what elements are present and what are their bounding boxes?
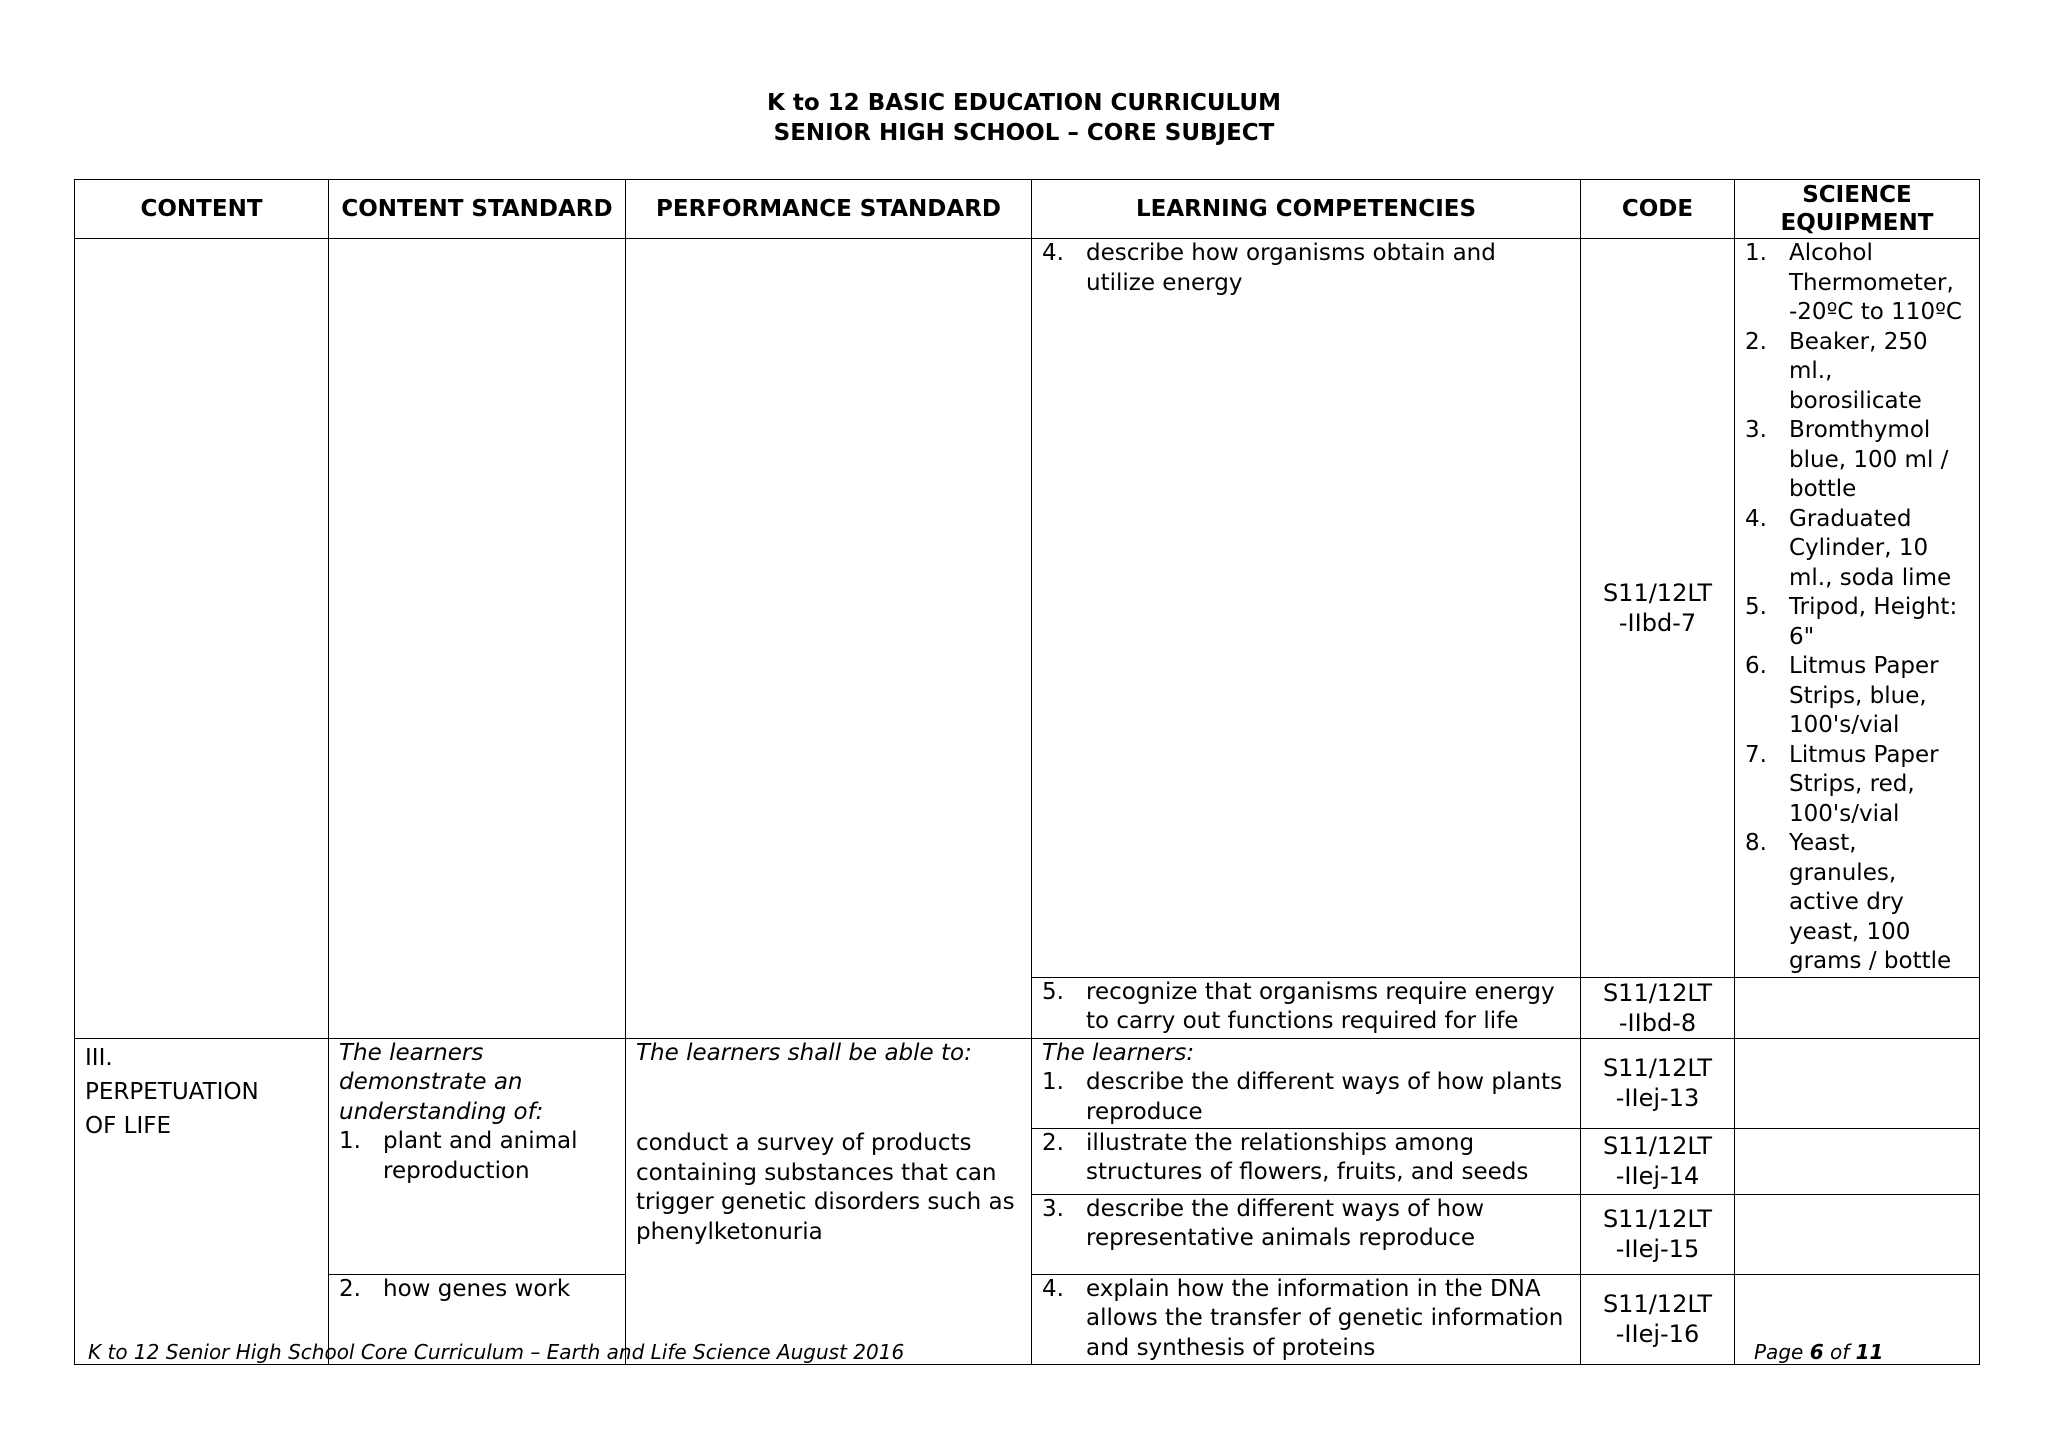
competency-text: describe the different ways of how plants reproduce xyxy=(1086,1069,1563,1125)
list-item xyxy=(1042,1275,1570,1364)
curriculum-table xyxy=(74,179,1980,1365)
equipment-text: Litmus Paper Strips, red, 100's/vial xyxy=(1789,741,1939,827)
column-header-learning-competencies: LEARNING COMPETENCIES xyxy=(1032,180,1581,239)
content-standard-cell xyxy=(329,239,626,1039)
code-line: -IIej-13 xyxy=(1615,1084,1700,1112)
equipment-cell xyxy=(1735,239,1980,978)
equipment-text: Alcohol Thermometer, -20ºC to 110ºC xyxy=(1789,240,1962,325)
list-item xyxy=(339,1275,615,1305)
section-title: PERPETUATION xyxy=(85,1078,259,1105)
column-header-content-standard: CONTENT STANDARD xyxy=(329,180,626,239)
competency-cell xyxy=(1032,239,1581,978)
list-item xyxy=(1042,978,1570,1037)
competency-number: 1. xyxy=(1042,1069,1064,1095)
performance-standard-cell xyxy=(626,1038,1032,1364)
list-item xyxy=(1745,741,1969,830)
list-item xyxy=(1042,1195,1570,1254)
equipment-cell xyxy=(1735,1128,1980,1194)
list-item xyxy=(339,1127,615,1186)
item-number: 6. xyxy=(1745,653,1767,679)
equipment-text: Beaker, 250 ml., borosilicate xyxy=(1789,328,1928,414)
total-pages: 11 xyxy=(1855,1340,1884,1364)
list-item xyxy=(1745,652,1969,741)
competency-text: illustrate the relationships among structures of flowers, fruits, and seeds xyxy=(1086,1129,1529,1185)
code-line: -IIbd-7 xyxy=(1618,608,1697,637)
item-number: 2. xyxy=(339,1275,361,1302)
column-header-science-equipment: SCIENCE EQUIPMENT xyxy=(1735,180,1980,239)
document-title: K to 12 BASIC EDUCATION CURRICULUM xyxy=(767,90,1281,116)
content-cell xyxy=(75,239,329,1039)
item-number: 1. xyxy=(1745,240,1767,266)
list-item xyxy=(1745,505,1969,594)
list-item xyxy=(1042,1129,1570,1188)
equipment-text: Tripod, Height: 6" xyxy=(1789,594,1958,650)
item-number: 8. xyxy=(1745,830,1767,856)
content-standard-cell xyxy=(329,1038,626,1274)
competency-cell xyxy=(1032,1038,1581,1128)
competency-text: explain how the information in the DNA allows the transfer of genetic information and synthesis of proteins xyxy=(1086,1275,1564,1361)
equipment-cell xyxy=(1735,977,1980,1038)
code-line: -IIej-16 xyxy=(1615,1320,1700,1348)
list-item xyxy=(1745,416,1969,505)
equipment-list xyxy=(1745,239,1969,977)
item-number: 7. xyxy=(1745,741,1767,768)
competency-intro: The learners: xyxy=(1042,1039,1195,1066)
content-cell xyxy=(75,1038,329,1364)
code-cell xyxy=(1581,239,1735,978)
competency-cell xyxy=(1032,1194,1581,1274)
competency-number: 2. xyxy=(1042,1129,1064,1156)
code-line: S11/12LT xyxy=(1602,978,1713,1007)
code-cell xyxy=(1581,1194,1735,1274)
competency-text: describe how organisms obtain and utilize energy xyxy=(1086,240,1496,296)
code-cell xyxy=(1581,977,1735,1038)
list-item xyxy=(1745,829,1969,977)
content-standard-text: how genes work xyxy=(383,1275,571,1302)
item-number: 3. xyxy=(1745,417,1767,443)
performance-intro: The learners shall be able to: xyxy=(636,1039,972,1066)
page-label: Page xyxy=(1754,1340,1810,1364)
list-item xyxy=(1745,239,1969,328)
code-cell xyxy=(1581,1038,1735,1128)
list-item xyxy=(1042,239,1570,298)
competency-text: describe the different ways of how representative animals reproduce xyxy=(1086,1195,1485,1251)
performance-text: conduct a survey of products containing substances that can trigger genetic disorders such as phenylketonuria xyxy=(636,1130,1015,1245)
equipment-text: Graduated Cylinder, 10 ml., soda lime xyxy=(1789,505,1952,591)
competency-number: 4. xyxy=(1042,1275,1064,1302)
code-line: S11/12LT xyxy=(1602,1205,1713,1233)
list-item xyxy=(1745,328,1969,417)
equipment-text: Yeast, granules, active dry yeast, 100 grams / bottle xyxy=(1789,830,1952,974)
code-cell xyxy=(1581,1274,1735,1364)
column-header-code: CODE xyxy=(1581,180,1735,239)
competency-cell xyxy=(1032,977,1581,1038)
code-cell xyxy=(1581,1128,1735,1194)
code-line: -IIej-14 xyxy=(1615,1162,1700,1190)
competency-number: 4. xyxy=(1042,240,1064,266)
equipment-text: Bromthymol blue, 100 ml / bottle xyxy=(1789,417,1949,502)
table-header-row xyxy=(75,180,1980,239)
code-line: -IIej-15 xyxy=(1615,1235,1700,1263)
item-number: 2. xyxy=(1745,328,1767,355)
list-item xyxy=(1745,593,1969,652)
section-number: III. xyxy=(85,1044,113,1071)
item-number: 5. xyxy=(1745,594,1767,620)
document-subtitle: SENIOR HIGH SCHOOL – CORE SUBJECT xyxy=(773,120,1275,146)
code-line: S11/12LT xyxy=(1602,1054,1713,1082)
item-number: 4. xyxy=(1745,505,1767,532)
content-standard-intro: The learners demonstrate an understanding of: xyxy=(339,1039,544,1125)
column-header-content: CONTENT xyxy=(75,180,329,239)
competency-number: 5. xyxy=(1042,978,1064,1005)
competency-cell xyxy=(1032,1274,1581,1364)
performance-standard-cell xyxy=(626,239,1032,1039)
equipment-cell xyxy=(1735,1038,1980,1128)
code-line: S11/12LT xyxy=(1602,1290,1713,1318)
footer-document-info: K to 12 Senior High School Core Curriculum – Earth and Life Science August 2016 xyxy=(88,1340,905,1364)
section-title: OF LIFE xyxy=(85,1112,172,1139)
column-header-performance-standard: PERFORMANCE STANDARD xyxy=(626,180,1032,239)
competency-cell xyxy=(1032,1128,1581,1194)
code-line: S11/12LT xyxy=(1602,578,1713,607)
table-row xyxy=(75,239,1980,978)
code-line: -IIbd-8 xyxy=(1618,1008,1697,1037)
equipment-cell xyxy=(1735,1194,1980,1274)
current-page: 6 xyxy=(1809,1340,1824,1364)
content-standard-text: plant and animal reproduction xyxy=(383,1128,578,1184)
equipment-text: Litmus Paper Strips, blue, 100's/vial xyxy=(1789,653,1939,738)
table-row xyxy=(75,1038,1980,1128)
competency-text: recognize that organisms require energy to carry out functions required for life xyxy=(1086,978,1555,1034)
item-number: 1. xyxy=(339,1128,361,1154)
page-of-label: of xyxy=(1823,1340,1856,1364)
competency-number: 3. xyxy=(1042,1195,1064,1222)
code-line: S11/12LT xyxy=(1602,1132,1713,1160)
list-item xyxy=(1042,1068,1570,1127)
page-number xyxy=(1754,1340,1883,1364)
